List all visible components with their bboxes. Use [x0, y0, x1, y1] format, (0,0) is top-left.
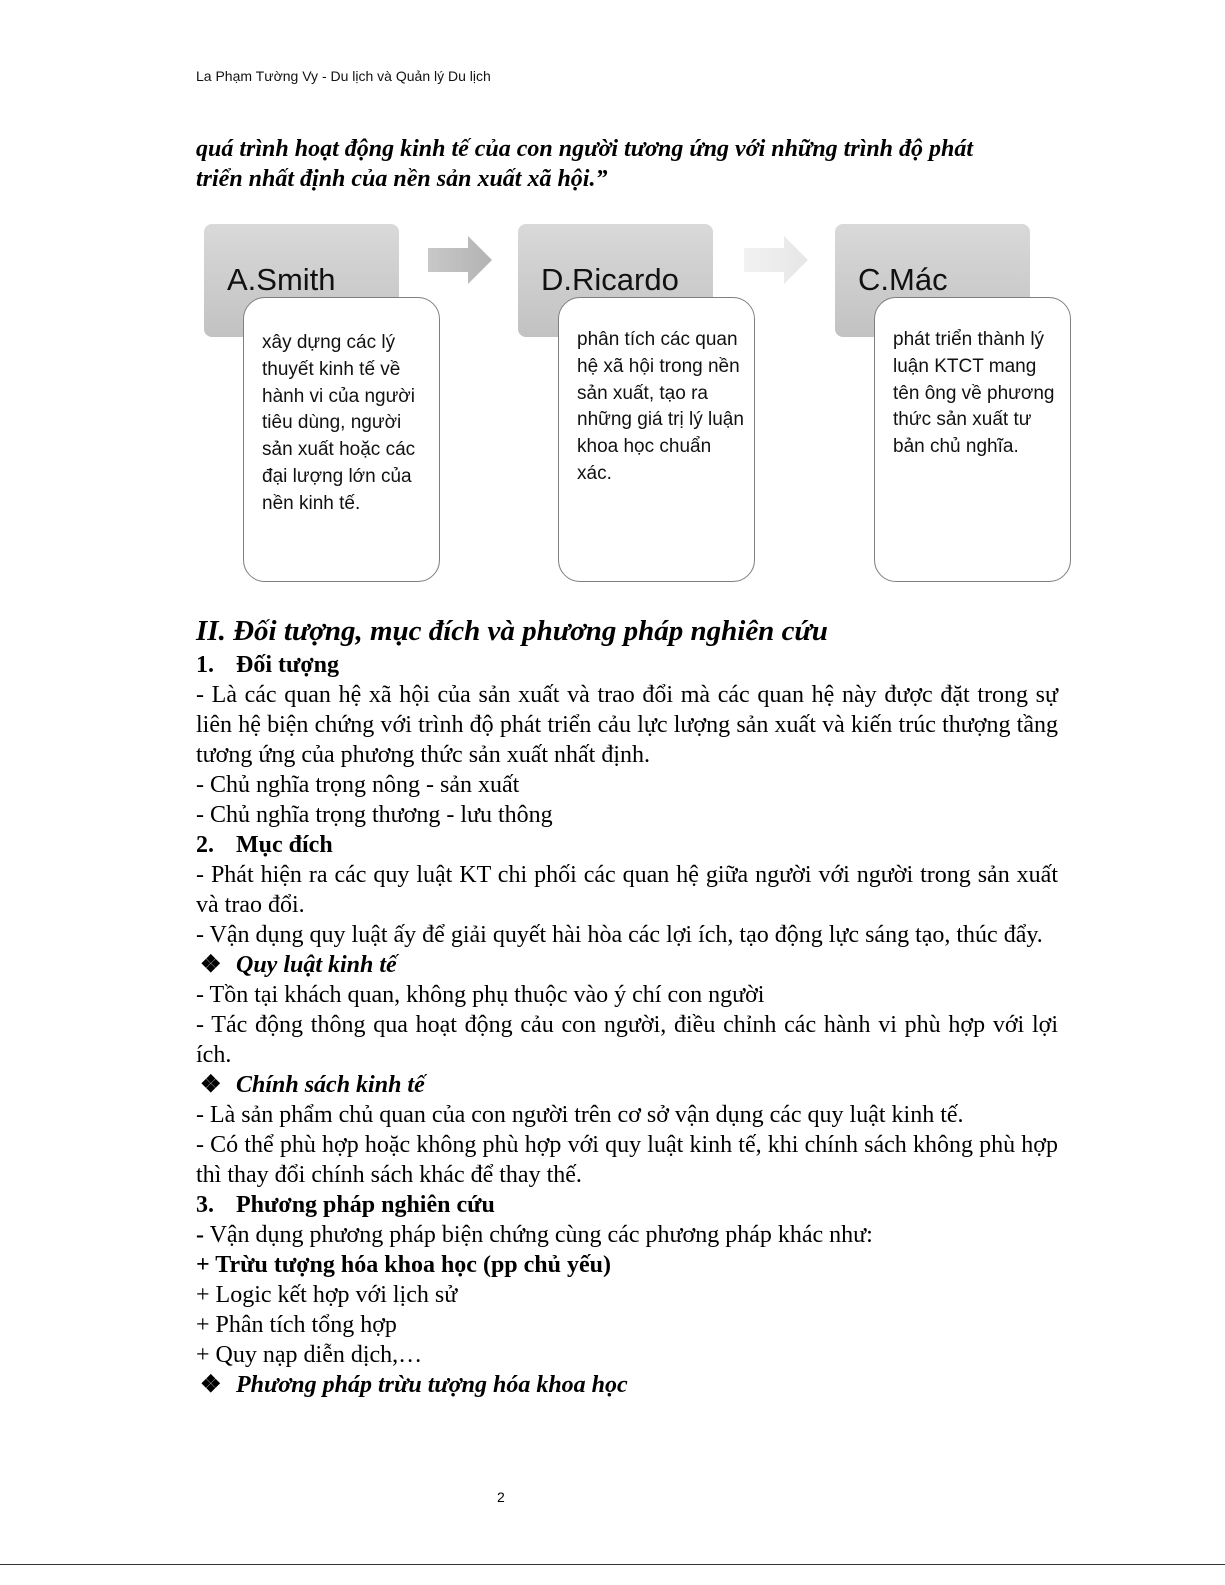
intro-quote	[196, 134, 1058, 194]
bullet-title: Quy luật kinh tế	[236, 952, 397, 978]
text-line: + Phân tích tổng hợp	[196, 1312, 397, 1338]
page-number: 2	[497, 1489, 505, 1505]
section-title: II. Đối tượng, mục đích và phương pháp nghiên cứu	[196, 615, 828, 647]
text-line: - Chủ nghĩa trọng nông - sản xuất	[196, 772, 520, 798]
paragraph: - Có thể phù hợp hoặc không phù hợp với quy luật kinh tế, khi chính sách không phù hợp thì thay đổi chính sách khác để thay thế.	[196, 1132, 1058, 1188]
stage-name-smith: A.Smith	[204, 224, 399, 337]
arrow-right-icon	[744, 236, 808, 284]
subsection-number: 2.	[196, 832, 214, 858]
main-content	[196, 612, 1058, 1400]
page-bottom-rule	[0, 1564, 1225, 1565]
dash: -	[196, 1222, 204, 1248]
stage-desc-ricardo: phân tích các quan hệ xã hội trong nền sản xuất, tạo ra những giá trị lý luận khoa học chuẩn xác.	[558, 297, 755, 582]
bullet-heading	[196, 1070, 1058, 1100]
subsection-number: 1.	[196, 652, 214, 678]
text-line: + Quy nạp diễn dịch,…	[196, 1342, 423, 1368]
text-line: - Là sản phẩm chủ quan của con người trên cơ sở vận dụng các quy luật kinh tế.	[196, 1102, 964, 1128]
text: Vận dụng phương pháp biện chứng cùng các phương pháp khác như:	[204, 1222, 873, 1248]
stage-name-mac: C.Mác	[835, 224, 1030, 337]
subsection-title: Phương pháp nghiên cứu	[236, 1192, 495, 1218]
bullet-title: Phương pháp trừu tượng hóa khoa học	[236, 1372, 628, 1398]
text-line: + Logic kết hợp với lịch sử	[196, 1282, 458, 1308]
arrow-right-icon	[428, 236, 492, 284]
page-header: La Phạm Tường Vy - Du lịch và Quản lý Du lịch	[196, 68, 491, 84]
subsection-title: Đối tượng	[236, 652, 340, 678]
process-diagram	[0, 0, 1225, 600]
subsection-title: Mục đích	[236, 832, 333, 858]
paragraph: - Tác động thông qua hoạt động cảu con người, điều chỉnh các hành vi phù hợp với lợi ích.	[196, 1012, 1058, 1068]
bullet-heading	[196, 1370, 1058, 1400]
paragraph: - Vận dụng quy luật ấy để giải quyết hài hòa các lợi ích, tạo động lực sáng tạo, thúc đẩy.	[196, 922, 1043, 948]
text-line: - Chủ nghĩa trọng thương - lưu thông	[196, 802, 553, 828]
stage-name-ricardo: D.Ricardo	[518, 224, 713, 337]
stage-desc-smith: xây dựng các lý thuyết kinh tế về hành vi của người tiêu dùng, người sản xuất hoặc các đại lượng lớn của nền kinh tế.	[243, 297, 440, 582]
bullet-title: Chính sách kinh tế	[236, 1072, 425, 1098]
intro-line: quá trình hoạt động kinh tế của con người tương ứng với những trình độ phát	[196, 136, 974, 162]
subsection-heading-3	[196, 1190, 1058, 1220]
text-line: - Tồn tại khách quan, không phụ thuộc vào ý chí con người	[196, 982, 765, 1008]
bullet-heading	[196, 950, 1058, 980]
subsection-heading-1	[196, 650, 1058, 680]
subsection-number: 3.	[196, 1192, 214, 1218]
paragraph: - Là các quan hệ xã hội của sản xuất và trao đổi mà các quan hệ này được đặt trong sự liên hệ biện chứng với trình độ phát triển cảu lực lượng sản xuất và kiến trúc thượng tầng tương ứng của phương thức sản xuất nhất định.	[196, 682, 1058, 768]
intro-line: triển nhất định của nền sản xuất xã hội.”	[196, 166, 608, 192]
diamond-bullet-icon: ❖	[200, 1372, 222, 1398]
stage-desc-mac: phát triển thành lý luận KTCT mang tên ông về phương thức sản xuất tư bản chủ nghĩa.	[874, 297, 1071, 582]
text-line	[196, 1220, 1058, 1250]
text-line-bold: + Trừu tượng hóa khoa học (pp chủ yếu)	[196, 1252, 611, 1278]
diamond-bullet-icon: ❖	[200, 952, 222, 978]
subsection-heading-2	[196, 830, 1058, 860]
diamond-bullet-icon: ❖	[200, 1072, 222, 1098]
paragraph: - Phát hiện ra các quy luật KT chi phối các quan hệ giữa người với người trong sản xuất và trao đổi.	[196, 862, 1058, 918]
